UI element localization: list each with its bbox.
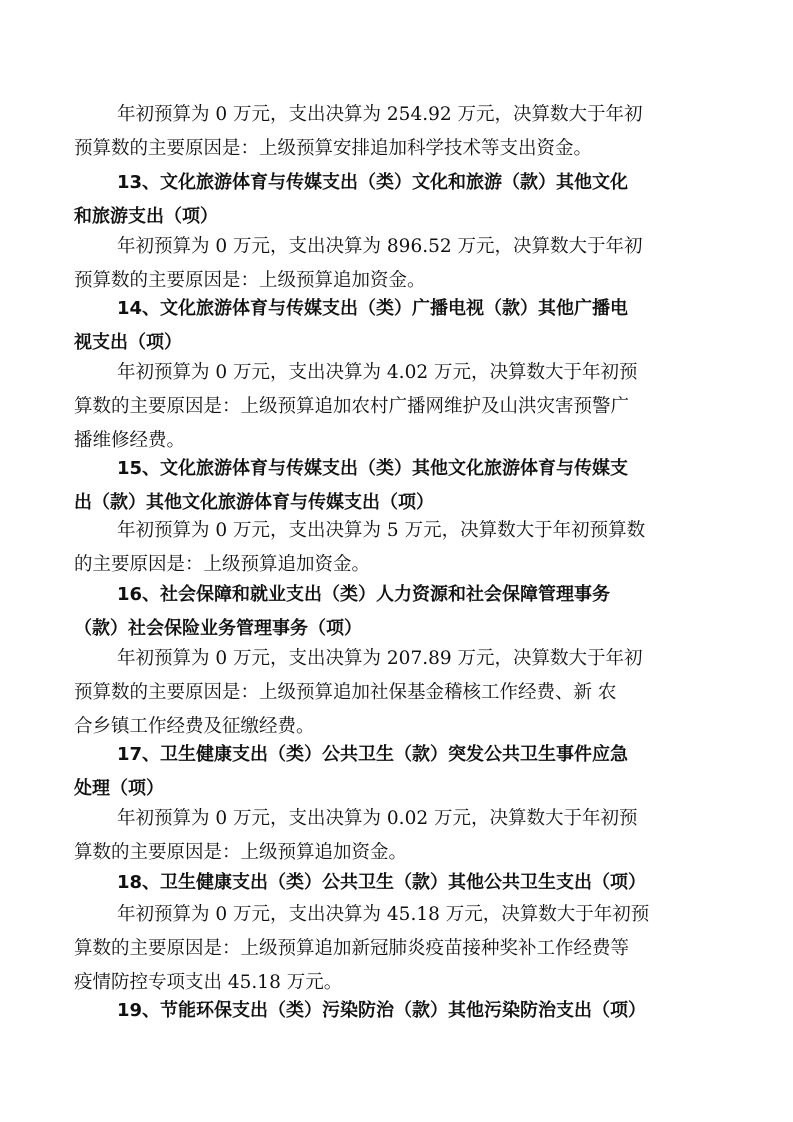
section-heading-18 xyxy=(74,866,724,900)
heading-line: 15、文化旅游体育与传媒支出（类）其他文化旅游体育与传媒支 xyxy=(117,458,629,479)
heading-line: 视支出（项） xyxy=(74,332,182,353)
paragraph-17 xyxy=(74,802,724,870)
text-line: 算数的主要原因是：上级预算追加资金。 xyxy=(74,842,408,863)
heading-line: 14、文化旅游体育与传媒支出（类）广播电视（款）其他广播电 xyxy=(117,298,629,319)
heading-line: 出（款）其他文化旅游体育与传媒支出（项） xyxy=(74,492,434,513)
text-line: 年初预算为 0 万元，支出决算为 896.52 万元，决算数大于年初 xyxy=(117,236,643,257)
text-line: 的主要原因是：上级预算追加资金。 xyxy=(74,554,371,575)
paragraph-14 xyxy=(74,356,724,458)
section-heading-17 xyxy=(74,738,724,806)
heading-line: 19、节能环保支出（类）污染防治（款）其他污染防治支出（项） xyxy=(117,1000,647,1021)
text-line: 合乡镇工作经费及征缴经费。 xyxy=(74,716,315,737)
text-line: 算数的主要原因是：上级预算追加新冠肺炎疫苗接种奖补工作经费等 xyxy=(74,938,630,959)
text-line: 疫情防控专项支出 45.18 万元。 xyxy=(74,972,343,993)
text-line: 年初预算为 0 万元，支出决算为 4.02 万元，决算数大于年初预 xyxy=(117,362,638,383)
heading-line: 处理（项） xyxy=(74,778,164,799)
section-heading-19 xyxy=(74,994,724,1028)
paragraph-13 xyxy=(74,230,724,298)
text-line: 年初预算为 0 万元，支出决算为 254.92 万元，决算数大于年初 xyxy=(117,104,643,125)
text-line: 年初预算为 0 万元，支出决算为 0.02 万元，决算数大于年初预 xyxy=(117,808,638,829)
text-line: 播维修经费。 xyxy=(74,430,186,451)
section-heading-15 xyxy=(74,452,724,520)
text-line: 预算数的主要原因是：上级预算安排追加科学技术等支出资金。 xyxy=(74,138,593,159)
heading-line: 18、卫生健康支出（类）公共卫生（款）其他公共卫生支出（项） xyxy=(117,872,647,893)
heading-line: 16、社会保障和就业支出（类）人力资源和社会保障管理事务 xyxy=(117,584,611,605)
paragraph-18 xyxy=(74,898,724,1000)
paragraph-15 xyxy=(74,514,724,582)
heading-line: （款）社会保险业务管理事务（项） xyxy=(74,618,362,639)
text-line: 年初预算为 0 万元，支出决算为 5 万元，决算数大于年初预算数 xyxy=(117,520,646,541)
text-line: 年初预算为 0 万元，支出决算为 207.89 万元，决算数大于年初 xyxy=(117,648,643,669)
heading-line: 和旅游支出（项） xyxy=(74,206,218,227)
heading-line: 13、文化旅游体育与传媒支出（类）文化和旅游（款）其他文化 xyxy=(117,172,629,193)
text-line: 预算数的主要原因是：上级预算追加资金。 xyxy=(74,270,426,291)
heading-line: 17、卫生健康支出（类）公共卫生（款）突发公共卫生事件应急 xyxy=(117,744,629,765)
paragraph-16 xyxy=(74,642,724,744)
section-heading-13 xyxy=(74,166,724,234)
paragraph-1 xyxy=(74,98,724,166)
text-line: 预算数的主要原因是：上级预算追加社保基金稽核工作经费、新 农 xyxy=(74,682,617,703)
section-heading-14 xyxy=(74,292,724,360)
text-line: 算数的主要原因是：上级预算追加农村广播网维护及山洪灾害预警广 xyxy=(74,396,630,417)
section-heading-16 xyxy=(74,578,724,646)
text-line: 年初预算为 0 万元，支出决算为 45.18 万元，决算数大于年初预 xyxy=(117,904,650,925)
